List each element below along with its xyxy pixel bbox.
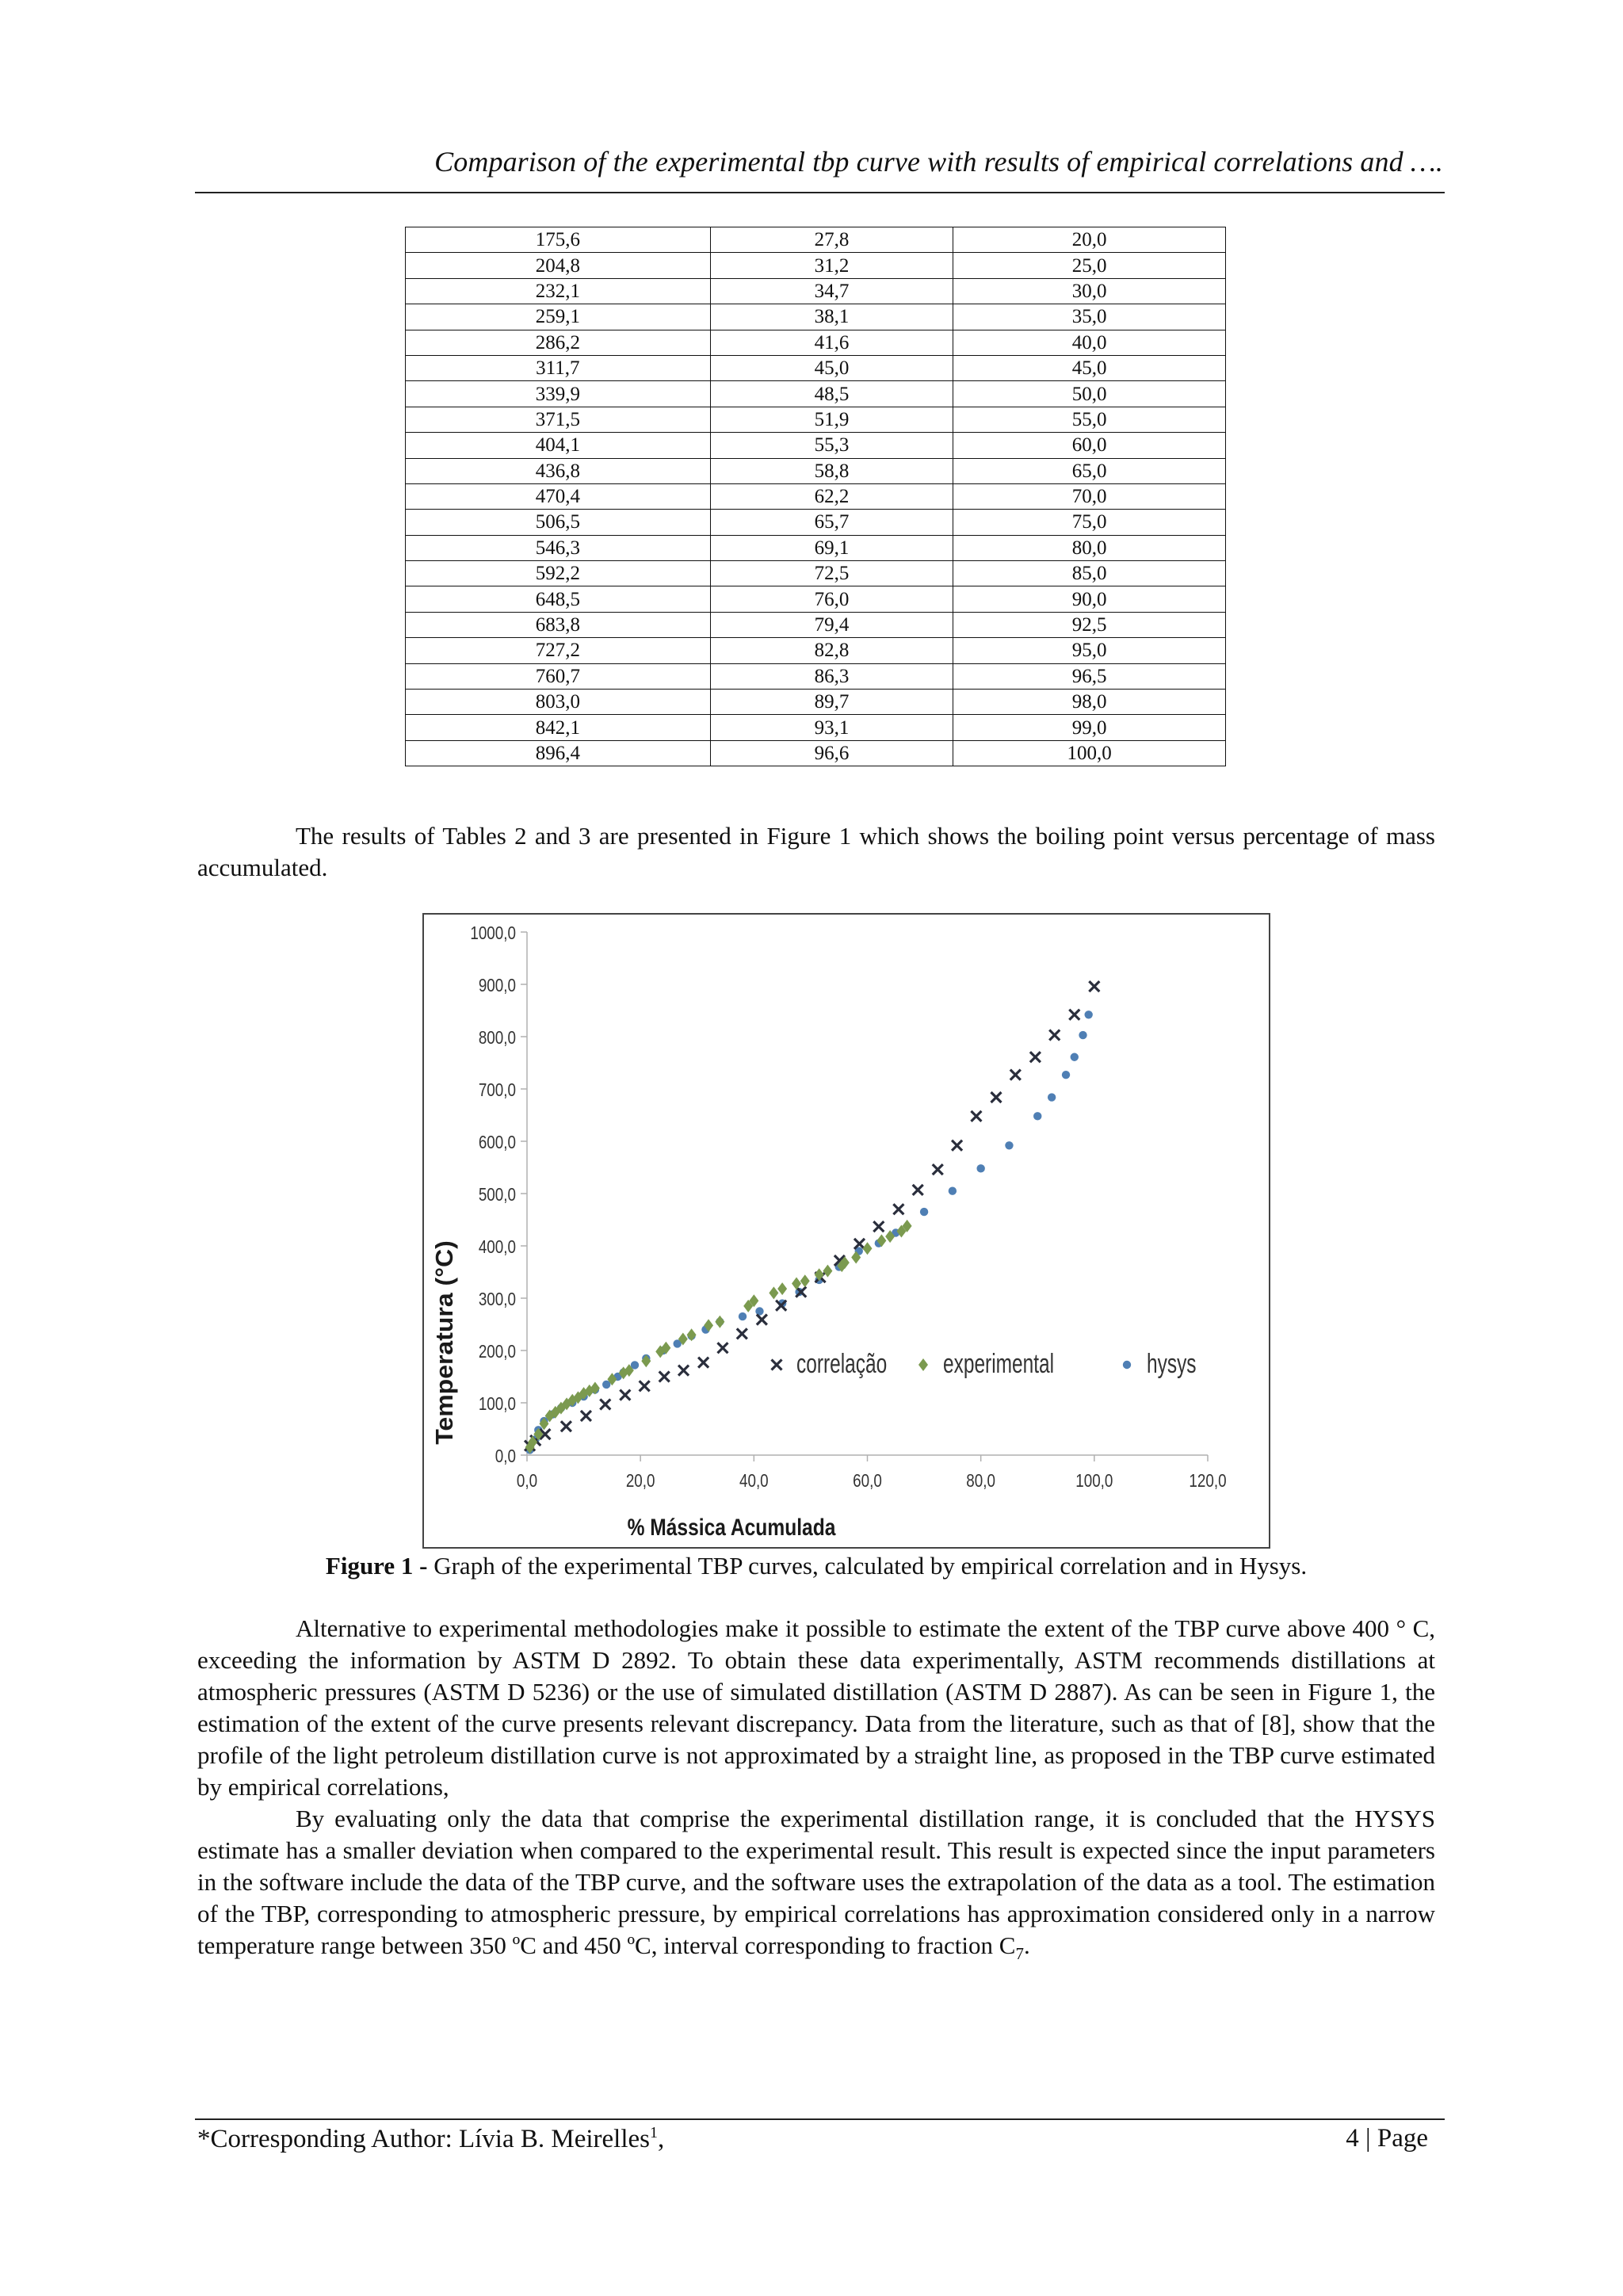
table-cell: 70,0	[953, 483, 1226, 509]
chart-x-axis-label: % Mássica Acumulada	[627, 1513, 836, 1541]
data-point	[873, 1221, 884, 1232]
table-row	[406, 304, 1226, 330]
chart-y-axis-label: Temperatura (°C)	[430, 1240, 458, 1445]
x-tick-label: 40,0	[739, 1471, 769, 1492]
table-cell: 38,1	[710, 304, 953, 330]
table-cell: 96,5	[953, 663, 1226, 689]
table-row	[406, 612, 1226, 637]
table-row	[406, 561, 1226, 586]
table-cell: 100,0	[953, 740, 1226, 766]
legend-marker	[918, 1358, 928, 1371]
table-row	[406, 433, 1226, 458]
footer-rule	[195, 2118, 1445, 2120]
table-cell: 803,0	[406, 690, 711, 715]
y-tick-label: 0,0	[495, 1446, 516, 1467]
table-cell: 98,0	[953, 690, 1226, 715]
table-row	[406, 740, 1226, 766]
table-cell: 25,0	[953, 253, 1226, 278]
table-row	[406, 690, 1226, 715]
table-cell: 896,4	[406, 740, 711, 766]
table-cell: 34,7	[710, 278, 953, 304]
legend-marker	[1123, 1361, 1131, 1369]
table-cell: 99,0	[953, 715, 1226, 740]
x-tick-label: 20,0	[625, 1471, 655, 1492]
data-point	[698, 1358, 708, 1368]
table-cell: 286,2	[406, 330, 711, 355]
y-tick-label: 500,0	[478, 1185, 516, 1205]
figure-caption	[197, 1552, 1435, 1580]
table-row	[406, 330, 1226, 355]
table-cell: 79,4	[710, 612, 953, 637]
table-cell: 92,5	[953, 612, 1226, 637]
data-point	[687, 1328, 697, 1341]
data-point	[971, 1111, 981, 1121]
table-cell: 48,5	[710, 381, 953, 407]
chart-svg	[424, 915, 1269, 1547]
data-point	[581, 1411, 591, 1421]
table-cell: 89,7	[710, 690, 953, 715]
data-point	[991, 1092, 1001, 1102]
y-tick-label: 900,0	[478, 976, 516, 996]
data-point	[739, 1312, 747, 1320]
table-cell: 45,0	[710, 355, 953, 380]
table-cell: 90,0	[953, 586, 1226, 612]
table-cell: 41,6	[710, 330, 953, 355]
table-cell: 95,0	[953, 638, 1226, 663]
data-point	[620, 1390, 630, 1400]
data-point	[757, 1315, 767, 1325]
data-point	[777, 1282, 787, 1295]
data-point	[1089, 981, 1099, 991]
table-cell: 311,7	[406, 355, 711, 380]
table-cell: 31,2	[710, 253, 953, 278]
data-point	[1079, 1031, 1086, 1039]
data-point	[1084, 1010, 1092, 1018]
data-point	[1010, 1070, 1021, 1080]
table-row	[406, 227, 1226, 253]
data-point	[678, 1366, 689, 1376]
x-tick-label: 100,0	[1075, 1471, 1113, 1492]
chart-legend	[772, 1349, 1197, 1379]
table-row	[406, 278, 1226, 304]
table-row	[406, 510, 1226, 535]
table-row	[406, 638, 1226, 663]
paragraph-alternative-text: Alternative to experimental methodologies make it possible to estimate the extent of the TBP curve above 400 ° C, exceeding the information by ASTM D 2892. To obtain these data experimentally, ASTM recommends distillations at atmospheric pressures (ASTM D 5236) or the use of simulated distillation (ASTM D 2887). As can be seen in Figure 1, the estimation of the extent of the curve presents relevant discrepancy. Data from the literature, such as that of [8], show that the profile of the light petroleum distillation curve is not approximated by a straight line, as proposed in the TBP curve estimated by empirical correlations,	[197, 1614, 1435, 1801]
data-point	[715, 1316, 724, 1328]
data-point	[823, 1265, 832, 1278]
table-cell: 339,9	[406, 381, 711, 407]
table-cell: 40,0	[953, 330, 1226, 355]
table-cell: 259,1	[406, 304, 711, 330]
table-cell: 51,9	[710, 407, 953, 432]
footer-author-sup: 1	[650, 2124, 659, 2141]
data-point	[893, 1204, 903, 1214]
table-cell: 58,8	[710, 458, 953, 483]
data-point	[949, 1187, 957, 1195]
data-point	[1033, 1112, 1041, 1120]
table-cell: 204,8	[406, 253, 711, 278]
data-point	[863, 1242, 873, 1255]
table-cell: 76,0	[710, 586, 953, 612]
table-cell: 96,6	[710, 740, 953, 766]
x-tick-label: 80,0	[966, 1471, 996, 1492]
footer-author	[197, 2124, 664, 2154]
footer-author-suffix: ,	[658, 2125, 665, 2153]
table-row	[406, 586, 1226, 612]
fraction-subscript: 7	[1015, 1944, 1024, 1964]
data-point	[1048, 1093, 1056, 1101]
paragraph-intro-text: The results of Tables 2 and 3 are presented in Figure 1 which shows the boiling point versus percentage of mass accumulated.	[197, 822, 1435, 881]
paragraph-intro	[197, 820, 1435, 884]
legend-label: hysys	[1147, 1349, 1197, 1380]
table-row	[406, 458, 1226, 483]
data-point	[913, 1185, 923, 1195]
table-cell: 55,3	[710, 433, 953, 458]
table-row	[406, 381, 1226, 407]
table-cell: 50,0	[953, 381, 1226, 407]
running-header: Comparison of the experimental tbp curve with results of empirical correlations and ….	[434, 146, 1443, 178]
table-cell: 72,5	[710, 561, 953, 586]
table-cell: 592,2	[406, 561, 711, 586]
table-cell: 232,1	[406, 278, 711, 304]
chart-series	[525, 981, 1099, 1454]
table-cell: 760,7	[406, 663, 711, 689]
data-point	[600, 1399, 610, 1409]
table-cell: 45,0	[953, 355, 1226, 380]
figure-caption-label: Figure 1 -	[325, 1552, 428, 1580]
table-row	[406, 483, 1226, 509]
table-cell: 82,8	[710, 638, 953, 663]
table-cell: 175,6	[406, 227, 711, 253]
data-point	[1062, 1071, 1070, 1079]
table-cell: 55,0	[953, 407, 1226, 432]
table-cell: 404,1	[406, 433, 711, 458]
y-tick-label: 200,0	[478, 1342, 516, 1362]
figure-caption-text: Graph of the experimental TBP curves, calculated by empirical correlation and in Hysys.	[427, 1552, 1308, 1580]
y-tick-label: 100,0	[478, 1394, 516, 1415]
table-cell: 35,0	[953, 304, 1226, 330]
data-point	[769, 1286, 778, 1299]
data-point	[800, 1274, 810, 1287]
y-tick-label: 400,0	[478, 1237, 516, 1258]
y-tick-label: 700,0	[478, 1080, 516, 1101]
table-cell: 65,7	[710, 510, 953, 535]
data-table	[405, 227, 1226, 766]
legend-label: correlação	[796, 1349, 888, 1380]
table-cell: 727,2	[406, 638, 711, 663]
table-cell: 93,1	[710, 715, 953, 740]
legend-marker	[772, 1360, 782, 1370]
data-point	[561, 1421, 571, 1431]
table-cell: 60,0	[953, 433, 1226, 458]
table-cell: 546,3	[406, 535, 711, 560]
series-hysys	[525, 1010, 1092, 1454]
data-point	[737, 1328, 747, 1339]
table-cell: 85,0	[953, 561, 1226, 586]
data-point	[1049, 1030, 1060, 1041]
table-cell: 436,8	[406, 458, 711, 483]
data-point	[933, 1164, 943, 1175]
legend-label: experimental	[943, 1349, 1055, 1380]
table-cell: 65,0	[953, 458, 1226, 483]
table-cell: 30,0	[953, 278, 1226, 304]
chart-axes	[470, 923, 1226, 1491]
table-cell: 470,4	[406, 483, 711, 509]
table-cell: 20,0	[953, 227, 1226, 253]
paragraph-evaluation-text: By evaluating only the data that comprise the experimental distillation range, it is concluded that the HYSYS estimate has a smaller deviation when compared to the experimental result. This result is expected since the input parameters in the software include the data of the TBP curve, and the software uses the extrapolation of the data as a tool. The estimation of the TBP, corresponding to atmospheric pressure, by empirical correlations has approximation considered only in a narrow temperature range between 350 ºC and 450 ºC, interval corresponding to fraction C	[197, 1805, 1435, 1959]
paragraph-evaluation-end: .	[1023, 1931, 1030, 1959]
footer-page-number: 4 | Page	[1346, 2124, 1428, 2153]
table-cell: 69,1	[710, 535, 953, 560]
header-rule	[195, 192, 1445, 193]
table-cell: 75,0	[953, 510, 1226, 535]
data-point	[920, 1208, 928, 1216]
table-row	[406, 355, 1226, 380]
table-cell: 683,8	[406, 612, 711, 637]
table-cell: 842,1	[406, 715, 711, 740]
data-point	[976, 1164, 984, 1172]
table-cell: 27,8	[710, 227, 953, 253]
table-row	[406, 663, 1226, 689]
y-tick-label: 1000,0	[470, 923, 516, 944]
table-row	[406, 715, 1226, 740]
data-point	[1005, 1141, 1013, 1149]
figure-1-chart	[422, 913, 1270, 1549]
paragraph-evaluation	[197, 1803, 1435, 1969]
data-point	[659, 1372, 670, 1382]
data-table-body	[406, 227, 1226, 766]
x-tick-label: 120,0	[1189, 1471, 1227, 1492]
table-cell: 648,5	[406, 586, 711, 612]
table-row	[406, 253, 1226, 278]
data-point	[1030, 1052, 1041, 1062]
table-cell: 80,0	[953, 535, 1226, 560]
table-row	[406, 407, 1226, 432]
table-cell: 371,5	[406, 407, 711, 432]
data-point	[640, 1381, 650, 1391]
x-tick-label: 60,0	[853, 1471, 882, 1492]
data-point	[952, 1140, 962, 1151]
data-point	[1069, 1010, 1079, 1020]
y-tick-label: 800,0	[478, 1028, 516, 1049]
table-row	[406, 535, 1226, 560]
y-tick-label: 600,0	[478, 1133, 516, 1153]
data-point	[1071, 1053, 1079, 1061]
data-point	[717, 1343, 727, 1353]
data-point	[755, 1307, 763, 1315]
y-tick-label: 300,0	[478, 1289, 516, 1310]
table-cell: 86,3	[710, 663, 953, 689]
paragraph-alternative	[197, 1613, 1435, 1803]
x-tick-label: 0,0	[516, 1471, 538, 1492]
table-cell: 506,5	[406, 510, 711, 535]
footer-author-text: *Corresponding Author: Lívia B. Meirelles	[197, 2125, 651, 2153]
table-cell: 62,2	[710, 483, 953, 509]
